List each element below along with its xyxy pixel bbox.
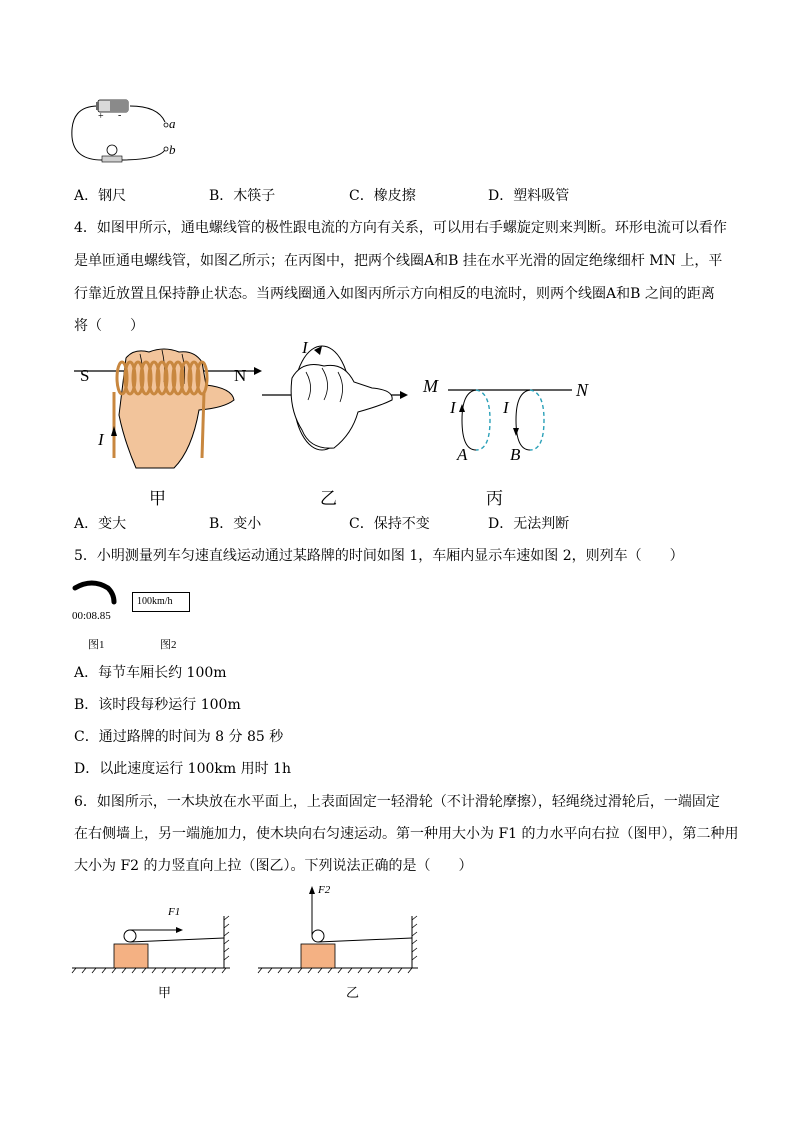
q4-figure-label-bing: 丙 xyxy=(486,489,503,509)
q4-figure-bing xyxy=(420,372,600,470)
ring-current-hand-illustration xyxy=(262,338,412,470)
q4-figure-jia xyxy=(74,340,264,470)
q5-option-c[interactable]: C．通过路牌的时间为 8 分 85 秒 xyxy=(74,729,284,745)
q6-figure-yi xyxy=(258,882,428,974)
q6-stem-line-2: 在右侧墙上，另一端施加力，使木块向右匀速运动。第一种用大小为 F1 的力水平向右拉（图甲），第二种用 xyxy=(74,826,739,842)
q4-option-d[interactable]: D．无法判断 xyxy=(488,516,570,532)
q4-option-c[interactable]: C．保持不变 xyxy=(349,516,430,532)
q5-figure xyxy=(72,576,202,652)
yi-current-label: I xyxy=(302,338,308,357)
bing-coil-a-label: A xyxy=(457,445,468,464)
q6-figure-label-jia: 甲 xyxy=(158,986,172,1001)
q4-stem-line-2: 是单匝通电螺线管，如图乙所示；在丙图中，把两个线圈A和B 挂在水平光滑的固定绝缘细杆 MN 上，平 xyxy=(74,253,723,269)
q5-option-b[interactable]: B．该时段每秒运行 100m xyxy=(74,697,241,713)
stopwatch-reading: 00:08.85 xyxy=(72,610,111,622)
q4-figure-label-yi: 乙 xyxy=(320,489,337,509)
terminal-b-label: b xyxy=(169,142,176,157)
speed-display-box xyxy=(132,592,190,612)
bing-coil-b-label: B xyxy=(510,445,521,464)
right-hand-solenoid-illustration xyxy=(74,340,264,470)
q4-stem-line-1: 4．如图甲所示，通电螺线管的极性跟电流的方向有关系，可以用右手螺旋定则来判断。环形电流可以看作 xyxy=(74,220,727,236)
q4-stem-line-4: 将（ ） xyxy=(74,318,144,334)
q6-stem-line-1: 6．如图所示，一木块放在水平面上，上表面固定一轻滑轮（不计滑轮摩擦），轻绳绕过滑轮后，一端固定 xyxy=(74,794,720,810)
speed-display-value: 100km/h xyxy=(137,596,173,607)
f2-force-label: F2 xyxy=(318,884,331,896)
q4-option-a[interactable]: A．变大 xyxy=(74,516,127,532)
bing-n-label: N xyxy=(576,380,589,400)
q5-option-d[interactable]: D．以此速度运行 100km 用时 1h xyxy=(74,761,291,777)
jia-n-pole-label: N xyxy=(234,366,247,385)
q6-figure-jia xyxy=(72,898,242,974)
stopwatch-arc-icon xyxy=(72,576,122,606)
q6-stem-line-3: 大小为 F2 的力竖直向上拉（图乙）。下列说法正确的是（ ） xyxy=(74,858,473,874)
q4-stem-line-3: 行靠近放置且保持静止状态。当两线圈通入如图丙所示方向相反的电流时，则两个线圈A和B 之间的距离 xyxy=(74,286,715,302)
q4-figure-label-jia: 甲 xyxy=(149,489,166,509)
jia-s-pole-label: S xyxy=(80,366,90,385)
q3-circuit-figure xyxy=(70,92,190,172)
q3-option-a[interactable]: A．钢尺 xyxy=(74,188,127,204)
q4-option-b[interactable]: B．变小 xyxy=(209,516,262,532)
bing-current-b-label: I xyxy=(503,398,509,417)
f1-force-label: F1 xyxy=(168,906,181,918)
q4-figure-yi xyxy=(262,338,412,470)
pulley-vertical-pull-diagram xyxy=(258,882,428,974)
pulley-horizontal-pull-diagram xyxy=(72,898,242,974)
bing-m-label: M xyxy=(423,376,438,396)
fig1-label: 图1 xyxy=(88,639,105,651)
battery-minus-label: - xyxy=(118,110,122,121)
circuit-diagram xyxy=(70,92,190,172)
q6-figure-label-yi: 乙 xyxy=(346,986,360,1001)
battery-plus-label: + xyxy=(98,111,104,122)
q3-option-c[interactable]: C．橡皮擦 xyxy=(349,188,416,204)
fig2-label: 图2 xyxy=(160,639,177,651)
q5-option-a[interactable]: A．每节车厢长约 100m xyxy=(74,665,227,681)
q5-stem: 5．小明测量列车匀速直线运动通过某路牌的时间如图 1，车厢内显示车速如图 2，则列车（ ） xyxy=(74,548,684,564)
jia-current-label: I xyxy=(98,430,104,449)
q3-option-d[interactable]: D．塑料吸管 xyxy=(488,188,570,204)
bing-current-a-label: I xyxy=(450,398,456,417)
q3-option-b[interactable]: B．木筷子 xyxy=(209,188,276,204)
terminal-a-label: a xyxy=(169,116,176,131)
